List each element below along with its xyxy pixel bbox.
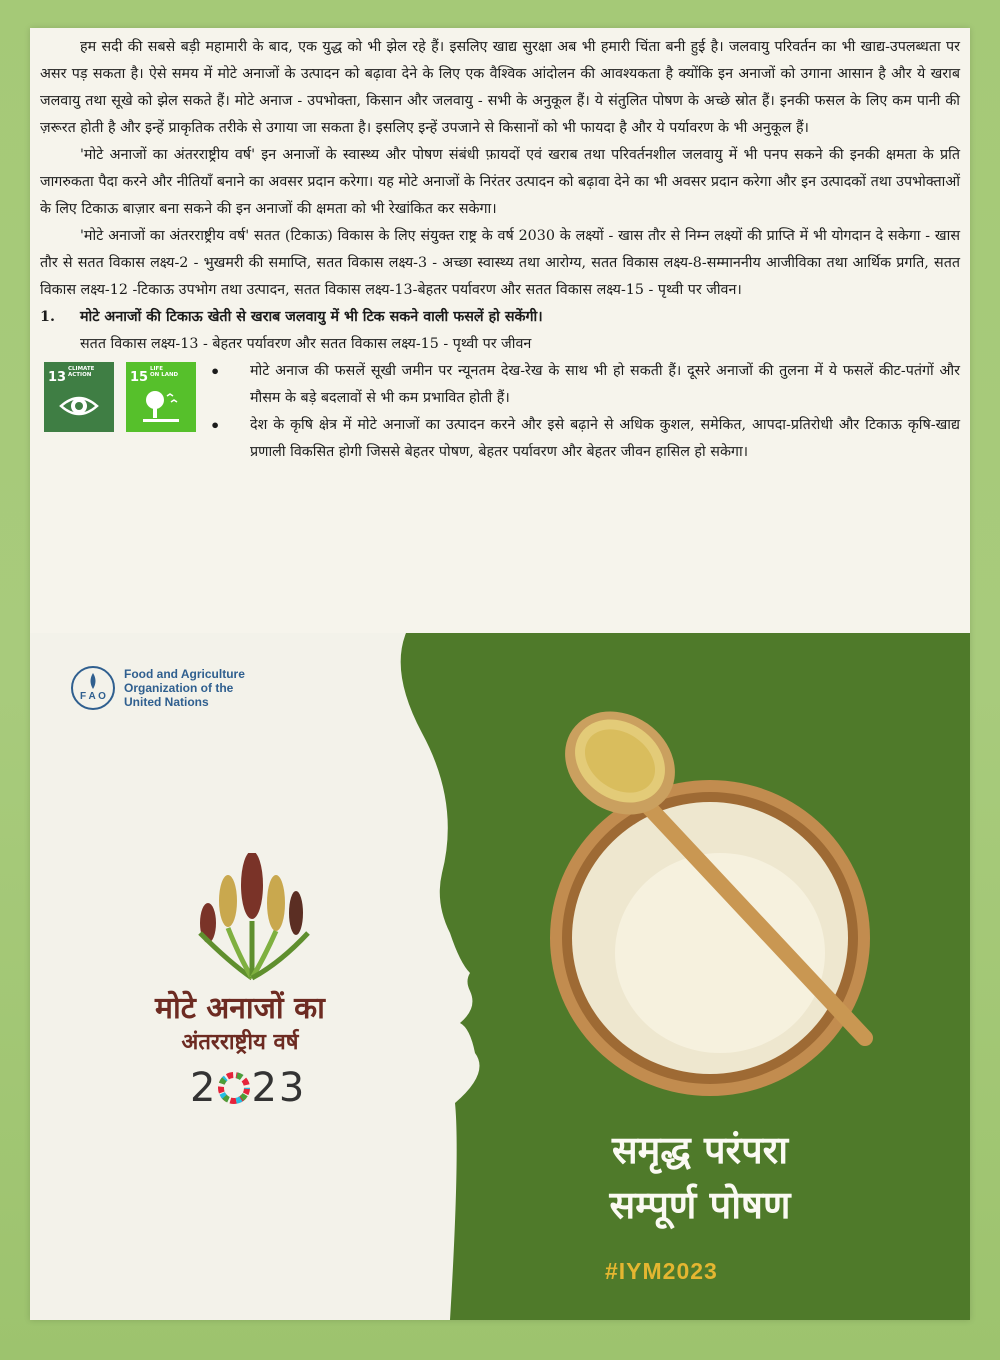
svg-text:F A O: F A O <box>80 691 106 702</box>
section-heading-text: मोटे अनाजों की टिकाऊ खेती से खराब जलवायु में भी टिक सकने वाली फसलें हो सकेंगी। <box>80 309 543 325</box>
poster-year <box>190 1065 306 1111</box>
sdg-wheel-icon <box>217 1071 251 1105</box>
paragraph-1: हम सदी की सबसे बड़ी महामारी के बाद, एक युद्ध को भी झेल रहे हैं। इसलिए खाद्य सुरक्षा अब भी हमारी चिंता बनी हुई है। जलवायु परिवर्तन का भी खाद्य-उपलब्धता पर असर पड़ सकता है। ऐसे समय में मोटे अनाजों के उत्पादन को बढ़ावा देने के लिए एक वैश्विक आंदोलन की आवश्यकता है क्योंकि इन अनाजों को उगाना आसान है और ये खराब जलवायु तथा सूखे को झेल सकते हैं। मोटे अनाज - उपभोक्ता, किसान और जलवायु - सभी के अनुकूल हैं। ये संतुलित पोषण के अच्छे स्रोत हैं। इनकी फसल के लिए कम पानी की ज़रूरत होती है और इन्हें प्राकृतिक तरीके से उगाया जा सकता है। इसलिए इन्हें उपजाने से किसानों को भी फायदा है और ये पर्यावरण के भी अनुकूल हैं। <box>40 39 960 136</box>
sdg-icons <box>44 362 196 432</box>
year-digit: 2 <box>190 1065 218 1111</box>
poster-subtitle: अंतरराष्ट्रीय वर्ष <box>181 1030 299 1055</box>
poster-title: मोटे अनाजों का <box>155 991 325 1026</box>
hashtag: #IYM2023 <box>605 1258 718 1284</box>
bullet-text: देश के कृषि क्षेत्र में मोटे अनाजों का उत्पादन करने और इसे बढ़ाने से अधिक कुशल, समेकित, आपदा-प्रतिरोधी और टिकाऊ कृषि-खाद्य प्रणाली विकसित होगी जिससे बेहतर पोषण, बेहतर पर्यावरण और बेहतर जीवन हासिल हो सकेगा। <box>250 417 960 460</box>
millet-flour-bowl-image <box>535 693 875 1103</box>
paragraph-2: 'मोटे अनाजों का अंतरराष्ट्रीय वर्ष' इन अनाजों के स्वास्थ्य और पोषण संबंधी फ़ायदों एवं खराब तथा परिवर्तनशील जलवायु में भी पनप सकने की इनकी क्षमता के प्रति जागरुकता पैदा करने और नीतियाँ बनाने का अवसर प्रदान करेगा। यह मोटे अनाजों के निरंतर उत्पादन को बढ़ावा देने का भी अवसर प्रदान करेगा और इन उत्पादकों तथा उपभोक्ताओं के लिए टिकाऊ बाज़ार बना सकने की इन अनाजों की क्षमता को भी रेखांकित कर सकेगा। <box>40 147 960 217</box>
sdg-caption: LIFE ON LAND <box>150 366 179 378</box>
sdg-number: 15 <box>130 370 149 385</box>
eye-globe-icon <box>59 386 99 426</box>
year-digits: 23 <box>251 1065 307 1111</box>
section-number: 1. <box>40 309 55 325</box>
sdg-15-life-on-land-icon <box>126 362 196 432</box>
fao-emblem-icon <box>70 665 116 711</box>
iym-poster <box>30 633 970 1320</box>
tree-birds-icon <box>141 386 181 426</box>
section-heading <box>40 304 960 331</box>
bullet-dot: • <box>210 416 221 435</box>
millet-emblem-icon <box>190 853 320 983</box>
sdg-section <box>40 358 960 468</box>
document-page <box>30 28 970 1320</box>
sdg-number: 13 <box>48 370 67 385</box>
sdg-caption: CLIMATE ACTION <box>68 366 95 378</box>
sdg-13-climate-action-icon <box>44 362 114 432</box>
fao-org-name: Food and Agriculture Organization of the United Nations <box>124 667 245 709</box>
bullet-dot: • <box>210 362 221 381</box>
bullet-text: मोटे अनाज की फसलें सूखी जमीन पर न्यूनतम देख-रेख के साथ भी हो सकती हैं। दूसरे अनाजों की तुलना में ये फसलें कीट-पतंगों और मौसम के बड़े बदलावों से भी कम प्रभावित होती हैं। <box>250 363 960 406</box>
slogan-line-2: सम्पूर्ण पोषण <box>609 1183 791 1227</box>
sdg-subtitle: सतत विकास लक्ष्य-13 - बेहतर पर्यावरण और सतत विकास लक्ष्य-15 - पृथ्वी पर जीवन <box>80 336 532 352</box>
list-item <box>210 358 960 412</box>
slogan-line-1: समृद्ध परंपरा <box>611 1128 789 1172</box>
list-item <box>210 412 960 466</box>
paragraph-3: 'मोटे अनाजों का अंतरराष्ट्रीय वर्ष' सतत (टिकाऊ) विकास के लिए संयुक्त राष्ट्र के वर्ष 2030 के लक्ष्यों - खास तौर से निम्न लक्ष्यों की प्राप्ति में भी योगदान दे सकेगा - खास तौर से सतत विकास लक्ष्य-2 - भुखमरी की समाप्ति, सतत विकास लक्ष्य-3 - अच्छा स्वास्थ्य तथा आरोग्य, सतत विकास लक्ष्य-8-सम्माननीय आजीविका तथा आर्थिक प्रगति, सतत विकास लक्ष्य-12 -टिकाऊ उपभोग तथा उत्पादन, सतत विकास लक्ष्य-13-बेहतर पर्यावरण और सतत विकास लक्ष्य-15 - पृथ्वी पर जीवन। <box>40 228 960 298</box>
fao-logo <box>70 665 245 711</box>
article-text <box>40 34 960 468</box>
bullet-list <box>210 358 960 466</box>
